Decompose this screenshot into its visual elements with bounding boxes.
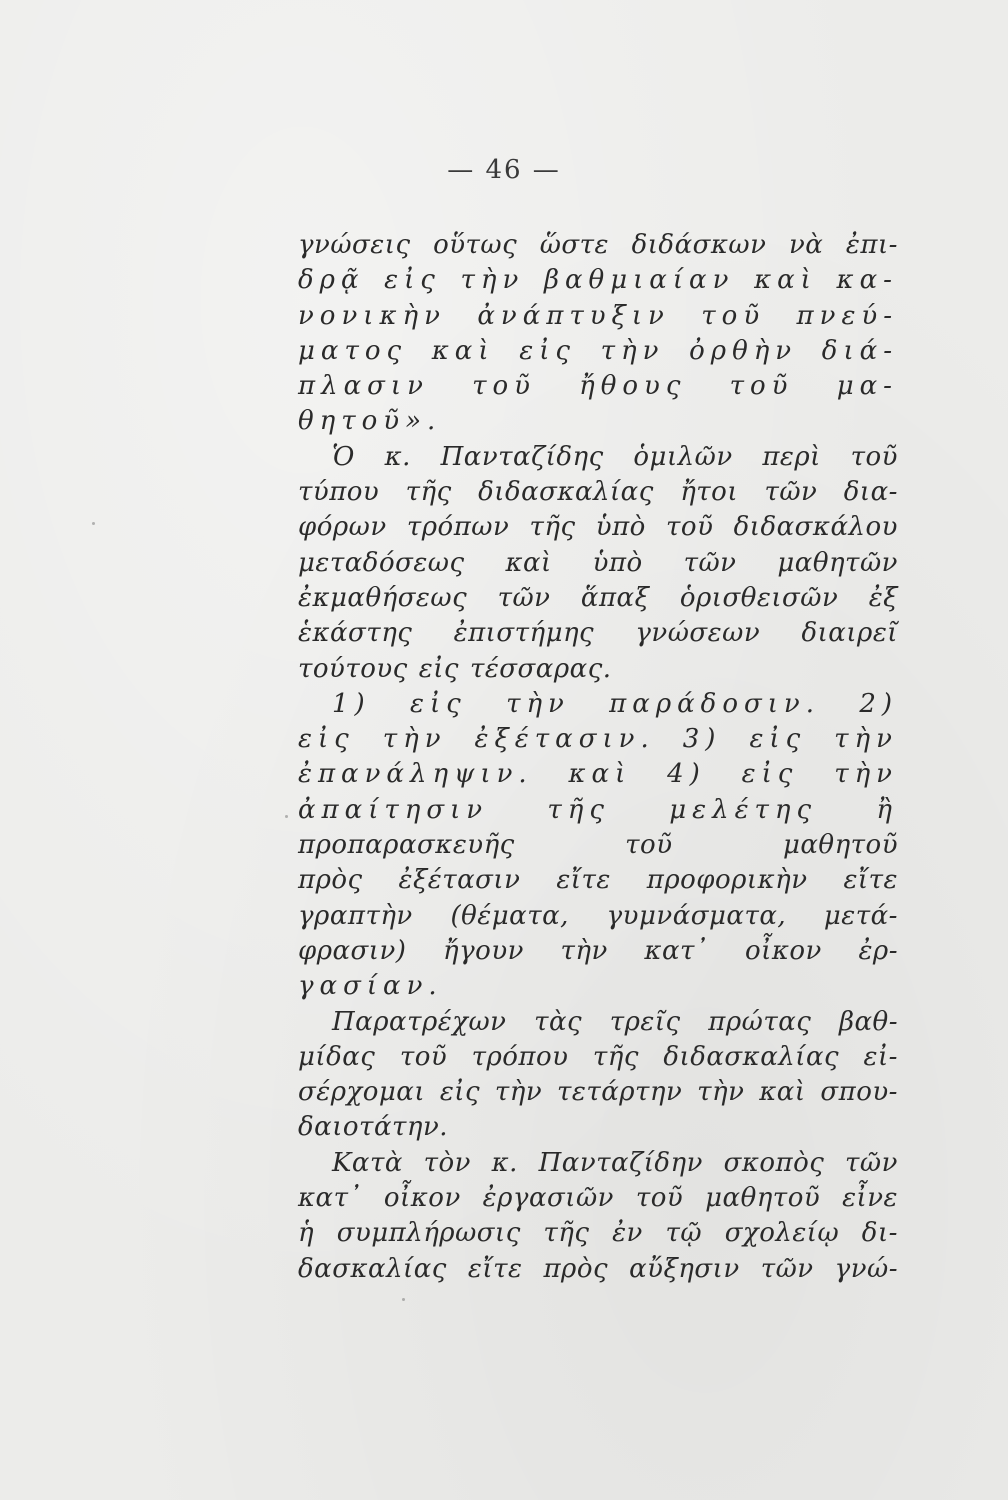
word: μαθητοῦ: [705, 1183, 821, 1214]
word: τῶν: [760, 1253, 814, 1284]
word: 2): [859, 688, 898, 719]
text-line: [298, 1005, 898, 1040]
word: βαθ-: [838, 1006, 898, 1037]
word: αὔξησιν: [629, 1253, 740, 1284]
word: τούτους: [298, 653, 408, 684]
word: ὑπὸ: [592, 547, 643, 578]
text-line: [298, 652, 898, 687]
word: τῆς: [529, 512, 576, 543]
word: εἶνε: [842, 1183, 898, 1214]
word: τρόπων: [406, 512, 510, 543]
word: ἐξέτασιν.: [474, 724, 655, 755]
word: εἰς: [749, 724, 807, 755]
word: εἰς: [741, 759, 799, 790]
word: κα-: [836, 265, 898, 296]
text-line: [298, 863, 898, 898]
word: μελέτης: [669, 794, 818, 825]
text-line: [298, 899, 898, 934]
word: καὶ: [431, 335, 495, 366]
word: τὸν: [423, 1147, 471, 1178]
word: τῶν: [845, 1147, 898, 1178]
word: γνώσεις: [298, 230, 411, 260]
word: τὴν: [697, 1077, 745, 1108]
text-line: [298, 1252, 898, 1287]
word: τὴν: [382, 724, 447, 755]
text-line: [298, 369, 898, 404]
word: γασίαν.: [298, 971, 443, 1002]
paper-speck: [285, 815, 288, 818]
text-line: [298, 1110, 898, 1145]
word: τοῦ: [635, 1183, 684, 1214]
word: πνεύ-: [796, 300, 898, 331]
word: τῶν: [764, 477, 818, 508]
word: γνώ-: [834, 1253, 898, 1284]
word: 3): [682, 724, 722, 755]
word: ὁμιλῶν: [633, 441, 733, 472]
text-line: [298, 404, 898, 439]
word: ἀπαίτησιν: [298, 794, 489, 825]
word: γυμνάσματα,: [606, 900, 787, 931]
word: εἴτε: [843, 865, 898, 896]
word: γνώσεων: [635, 618, 761, 649]
word: σέρχομαι: [298, 1077, 426, 1108]
word: διδασκαλίας: [478, 477, 654, 508]
text-line: [298, 299, 898, 334]
word: παράδοσιν.: [609, 688, 820, 719]
word: ἑκάστης: [298, 618, 413, 649]
word: σκοπὸς: [723, 1147, 825, 1178]
word: 4): [667, 759, 706, 790]
word: ἤθους: [579, 371, 687, 402]
word: πλασιν: [298, 371, 429, 402]
word: οἶκον: [745, 935, 822, 966]
word: ὀρθὴν: [689, 335, 798, 366]
word: τὴν: [834, 759, 898, 790]
word: κατ᾽: [298, 1183, 362, 1214]
word: ἤγουν: [443, 935, 524, 966]
word: Ὁ: [332, 441, 355, 472]
word: καὶ: [754, 265, 817, 296]
word: διδασκάλου: [733, 512, 898, 543]
word: (θέματα,: [450, 900, 569, 931]
word: ἤτοι: [680, 477, 739, 508]
word: εἰς: [418, 653, 459, 684]
word: εἴτε: [467, 1253, 523, 1284]
word: οἶκον: [383, 1183, 461, 1214]
word: τῶν: [497, 582, 551, 613]
word: τὴν: [460, 265, 525, 296]
word: τῶν: [683, 547, 737, 578]
word: τοῦ: [472, 371, 536, 402]
text-line: [298, 1040, 898, 1075]
word: μα-: [836, 371, 898, 402]
word: σχολείῳ: [724, 1218, 840, 1249]
page-number: — 46 —: [447, 155, 561, 185]
word: τὴν: [506, 688, 570, 719]
word: καὶ: [759, 1077, 806, 1108]
word: τὴν: [494, 1077, 543, 1108]
word: κ.: [384, 441, 411, 472]
word: ἐπιστήμης: [453, 618, 595, 649]
word: εἰς: [384, 265, 441, 296]
word: τὴν: [834, 724, 898, 755]
text-line: [298, 1216, 898, 1251]
word: τοῦ: [399, 1041, 448, 1072]
word: Κατὰ: [332, 1147, 403, 1178]
word: δασκαλίας: [298, 1253, 447, 1284]
word: φρασιν): [298, 935, 407, 966]
word: τρόπου: [471, 1041, 569, 1072]
word: μίδας: [298, 1041, 376, 1072]
word: ἢ: [876, 794, 898, 825]
text-line: [298, 510, 898, 545]
word: μαθητοῦ: [782, 830, 898, 861]
word: τῆς: [543, 1218, 590, 1249]
word: ἀνάπτυξιν: [477, 300, 670, 331]
word: σπου-: [820, 1077, 898, 1108]
word: ἅπαξ: [580, 582, 650, 613]
word: τετάρτην: [556, 1077, 683, 1108]
word: διά-: [821, 335, 898, 366]
paper-speck: [92, 522, 95, 525]
word: βαθμιαίαν: [543, 265, 735, 296]
word: κατ᾽: [644, 935, 709, 966]
word: κ.: [491, 1147, 518, 1178]
word: τοῦ: [701, 300, 766, 331]
text-line: [298, 722, 898, 757]
word: διδάσκων: [631, 230, 767, 260]
word: δι-: [861, 1218, 898, 1249]
word: πρὸς: [298, 865, 363, 896]
word: γραπτὴν: [298, 900, 413, 931]
word: συμπλήρωσις: [336, 1218, 521, 1249]
word: διαιρεῖ: [801, 618, 898, 649]
text-line: [298, 757, 898, 792]
word: ἡ: [298, 1218, 315, 1249]
word: ὥστε: [539, 230, 610, 260]
word: ἐργασιῶν: [482, 1183, 614, 1214]
word: τοῦ: [666, 512, 714, 543]
text-line: [298, 228, 898, 263]
word: ματος: [298, 335, 408, 366]
word: τοῦ: [850, 441, 898, 472]
word: εἰς: [439, 1077, 481, 1108]
word: εἴτε: [556, 865, 611, 896]
word: τῷ: [665, 1218, 703, 1249]
word: ἐν: [612, 1218, 643, 1249]
word: πρὸς: [543, 1253, 609, 1284]
word: δαιοτάτην.: [298, 1112, 449, 1143]
word: εἰς: [410, 688, 467, 719]
text-line: [298, 934, 898, 969]
word: Πανταζίδης: [440, 441, 604, 472]
word: θητοῦ».: [298, 406, 442, 437]
word: τῆς: [405, 477, 452, 508]
word: ἐξ: [868, 582, 898, 613]
word: μαθητῶν: [777, 547, 898, 578]
body-text: [298, 228, 898, 1287]
word: τὴν: [560, 935, 608, 966]
word: εἰς: [298, 724, 355, 755]
word: προπαρασκευῆς: [298, 830, 515, 861]
word: 1): [332, 688, 371, 719]
word: ἐρ-: [858, 935, 898, 966]
text-line: [298, 616, 898, 651]
word: εἰς: [519, 335, 576, 366]
word: τῆς: [592, 1041, 639, 1072]
text-line: [298, 1075, 898, 1110]
word: προφορικὴν: [646, 865, 808, 896]
word: μετά-: [823, 900, 898, 931]
word: τοῦ: [729, 371, 794, 402]
word: ἐπι-: [845, 230, 898, 260]
text-line: [298, 334, 898, 369]
word: τοῦ: [625, 830, 673, 861]
word: ἐκμαθήσεως: [298, 582, 468, 613]
text-line: [298, 546, 898, 581]
word: περὶ: [762, 441, 821, 472]
word: τύπου: [298, 477, 380, 508]
word: τρεῖς: [609, 1006, 681, 1037]
text-line: [298, 475, 898, 510]
word: διδασκαλίας: [663, 1041, 840, 1072]
word: εἰ-: [863, 1041, 898, 1072]
word: δρᾷ: [298, 265, 365, 296]
word: δια-: [843, 477, 898, 508]
text-line: [298, 793, 898, 828]
word: ἐξέτασιν: [398, 865, 521, 896]
word: ἐπανάληψιν.: [298, 759, 533, 790]
word: τῆς: [547, 794, 610, 825]
text-line: [298, 828, 898, 863]
word: οὕτως: [433, 230, 518, 260]
text-line: [298, 263, 898, 298]
word: πρώτας: [708, 1006, 812, 1037]
word: φόρων: [298, 512, 387, 543]
word: τὴν: [600, 335, 665, 366]
word: ὁρισθεισῶν: [679, 582, 839, 613]
word: νὰ: [788, 230, 824, 260]
word: καὶ: [568, 759, 632, 790]
word: τέσσαρας.: [469, 653, 612, 684]
text-line: [298, 440, 898, 475]
word: καὶ: [505, 547, 552, 578]
text-line: [298, 1181, 898, 1216]
text-line: [298, 687, 898, 722]
word: νονικὴν: [298, 300, 446, 331]
text-line: [298, 969, 898, 1004]
word: ὑπὸ: [595, 512, 646, 543]
text-line: [298, 1146, 898, 1181]
word: μεταδόσεως: [298, 547, 465, 578]
word: Παρατρέχων: [332, 1006, 507, 1037]
text-line: [298, 581, 898, 616]
paper-speck: [402, 1298, 405, 1301]
word: Πανταζίδην: [538, 1147, 703, 1178]
word: τὰς: [534, 1006, 583, 1037]
